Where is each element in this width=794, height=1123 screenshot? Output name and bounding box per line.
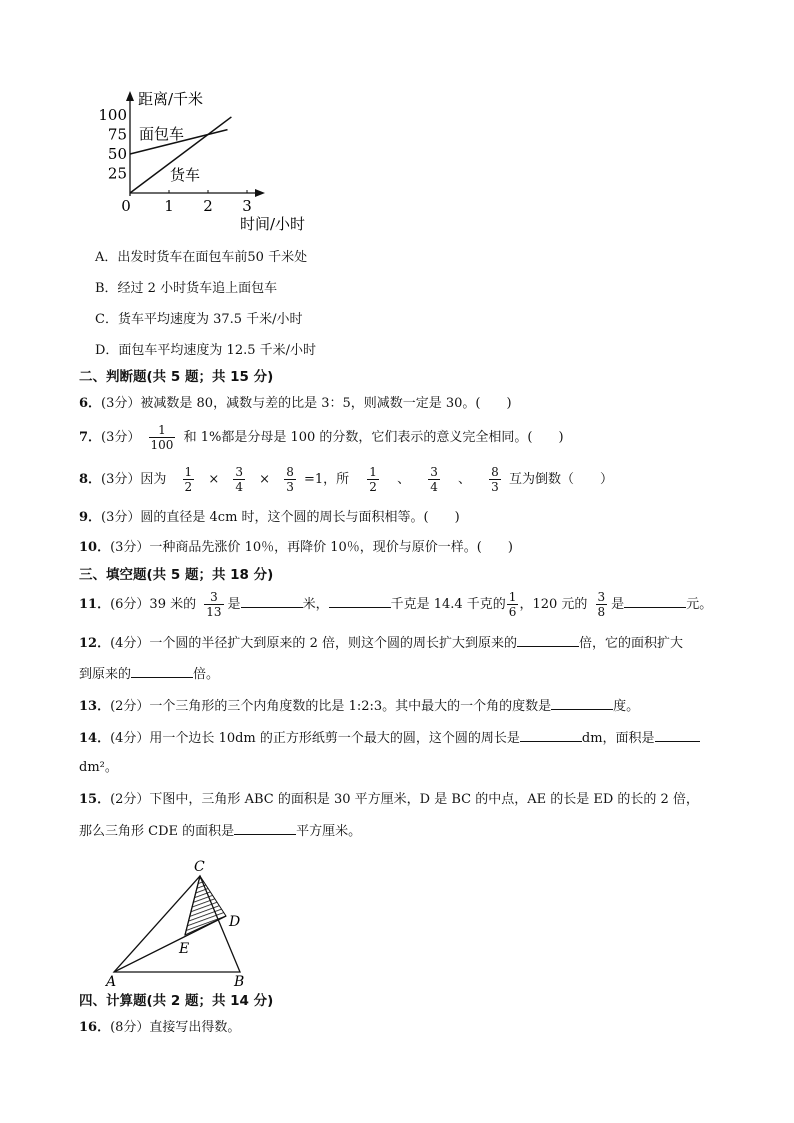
q8-f5-num: 3 xyxy=(430,465,438,479)
section-fill-in: 三、填空题(共 5 题；共 18 分) xyxy=(79,567,274,583)
q11-fraction-1 xyxy=(204,590,223,619)
question-15 xyxy=(79,792,699,808)
question-14 xyxy=(79,729,700,747)
segment-ad xyxy=(114,916,226,972)
triangle-abc xyxy=(114,876,240,972)
q8-fraction-3 xyxy=(284,465,296,494)
q14-blank-1[interactable] xyxy=(520,729,582,742)
label-b: B xyxy=(234,974,245,990)
q8-f4-den: 2 xyxy=(369,480,377,494)
q11-blank-2[interactable] xyxy=(329,595,391,608)
q8-post: 互为倒数（ ） xyxy=(508,472,613,487)
q8-sep-2: 、 xyxy=(458,472,472,487)
q11-p7: 元。 xyxy=(686,597,713,612)
x-tick-label: 3 xyxy=(242,197,252,215)
q11-p1: (6分）39 米的 xyxy=(110,597,197,612)
question-15-line2 xyxy=(79,822,361,840)
q8-f4-num: 1 xyxy=(369,465,377,479)
q8-f1-num: 1 xyxy=(184,465,193,479)
option-c: C．货车平均速度为 37.5 千米/小时 xyxy=(95,312,303,327)
y-tick-label: 100 xyxy=(98,106,127,124)
q11-fraction-3 xyxy=(596,590,608,619)
q7-fraction-den: 100 xyxy=(150,438,174,452)
q8-f6-num: 8 xyxy=(491,465,499,479)
x-tick-label: 0 xyxy=(121,197,131,215)
q7-pre: (3分） xyxy=(101,430,141,445)
question-13 xyxy=(79,697,639,715)
q8-f3-den: 3 xyxy=(286,480,294,494)
question-12 xyxy=(79,634,683,652)
q8-f3-num: 8 xyxy=(286,465,294,479)
q11-f3-num: 3 xyxy=(597,590,606,604)
bus-label: 面包车 xyxy=(139,125,185,143)
x-axis-arrow xyxy=(255,189,265,197)
q8-fraction-2 xyxy=(233,465,245,494)
question-14-line2 xyxy=(79,760,118,776)
y-tick-label: 25 xyxy=(107,164,127,183)
q8-f5-den: 4 xyxy=(430,480,438,494)
distance-time-chart xyxy=(90,86,340,236)
x-tick-label: 2 xyxy=(203,197,213,215)
q15-line2b: 平方厘米。 xyxy=(296,824,362,839)
label-a: A xyxy=(106,974,117,990)
q9-number: 9． xyxy=(79,510,102,525)
question-7 xyxy=(79,423,564,453)
q10-text: (3分）一种商品先涨价 10％，再降价 10％，现价与原价一样。( ) xyxy=(110,540,513,555)
question-16 xyxy=(79,1020,240,1036)
q10-number: 10． xyxy=(79,540,111,555)
chart-ylabel: 距离/千米 xyxy=(138,90,204,108)
q8-fraction-6 xyxy=(489,465,501,494)
q12-blank-2[interactable] xyxy=(131,665,193,678)
q14-line2: dm²。 xyxy=(79,760,118,775)
q9-text: (3分）圆的直径是 4cm 时，这个圆的周长与面积相等。( ) xyxy=(101,510,460,525)
label-c: C xyxy=(194,859,205,875)
option-d: D．面包车平均速度为 12.5 千米/小时 xyxy=(95,343,317,358)
q14-number: 14． xyxy=(79,731,111,746)
q8-f6-den: 3 xyxy=(491,480,499,494)
q11-p4: 千克是 14.4 千克的 xyxy=(390,597,506,612)
q6-text: (3分）被减数是 80，减数与差的比是 3：5，则减数一定是 30。( ) xyxy=(101,396,512,411)
section-judgement: 二、判断题(共 5 题；共 15 分) xyxy=(79,369,274,385)
q15-blank[interactable] xyxy=(234,822,296,835)
q8-sep-1: 、 xyxy=(397,472,411,487)
q8-pre: (3分）因为 xyxy=(101,472,167,487)
q8-fraction-1 xyxy=(183,465,195,494)
q12-line1a: (4分）一个圆的半径扩大到原来的 2 倍，则这个圆的周长扩大到原来的 xyxy=(110,636,517,651)
q8-fraction-4 xyxy=(367,465,379,494)
q14-b: dm，面积是 xyxy=(581,731,655,746)
q11-f3-den: 8 xyxy=(597,605,606,619)
q13-a: (2分）一个三角形的三个内角度数的比是 1:2:3。其中最大的一个角的度数是 xyxy=(110,699,552,714)
q12-number: 12． xyxy=(79,636,111,651)
q11-number: 11． xyxy=(79,597,111,612)
q12-line1b: 倍，它的面积扩大 xyxy=(578,636,683,651)
q11-p5: ，120 元的 xyxy=(519,597,588,612)
q12-blank-1[interactable] xyxy=(517,634,579,647)
q8-f2-num: 3 xyxy=(235,465,243,479)
q6-number: 6． xyxy=(79,396,102,411)
y-axis-arrow xyxy=(126,91,134,101)
q13-number: 13． xyxy=(79,699,111,714)
q11-f1-num: 3 xyxy=(204,590,223,605)
q11-f2-num: 1 xyxy=(508,590,517,604)
truck-label: 货车 xyxy=(170,166,201,184)
q14-blank-2[interactable] xyxy=(655,729,700,742)
option-a: A．出发时货车在面包车前50 千米处 xyxy=(95,250,308,265)
option-b: B．经过 2 小时货车追上面包车 xyxy=(95,281,278,296)
q8-times-1: × xyxy=(208,472,220,487)
question-8 xyxy=(79,465,613,495)
q8-mid: =1，所 xyxy=(303,472,350,487)
y-tick-label: 50 xyxy=(107,145,127,163)
q7-number: 7． xyxy=(79,430,102,445)
q11-blank-3[interactable] xyxy=(624,595,686,608)
q7-fraction xyxy=(149,423,176,452)
chart-xlabel: 时间/小时 xyxy=(240,215,306,233)
q8-fraction-5 xyxy=(428,465,440,494)
q12-line2b: 倍。 xyxy=(193,667,220,682)
label-d: D xyxy=(229,914,241,930)
q13-b: 度。 xyxy=(613,699,640,714)
q8-f2-den: 4 xyxy=(235,480,243,494)
q11-fraction-2 xyxy=(507,590,519,619)
question-6 xyxy=(79,396,512,412)
q11-f1-den: 13 xyxy=(206,605,222,619)
q13-blank[interactable] xyxy=(551,697,613,710)
q11-p3: 米， xyxy=(302,597,329,612)
question-12-line2 xyxy=(79,665,219,683)
q8-times-2: × xyxy=(259,472,271,487)
section-calculation: 四、计算题(共 2 题；共 14 分) xyxy=(79,993,274,1009)
q7-post: 和 1%都是分母是 100 的分数，它们表示的意义完全相同。( ) xyxy=(183,430,564,445)
question-9 xyxy=(79,510,460,526)
q15-number: 15． xyxy=(79,792,111,807)
q12-line2a: 到原来的 xyxy=(79,667,132,682)
question-10 xyxy=(79,540,513,556)
q8-number: 8． xyxy=(79,472,102,487)
y-tick-label: 75 xyxy=(107,125,127,144)
question-11 xyxy=(79,590,712,620)
x-tick-label: 1 xyxy=(164,197,174,215)
q11-p2: 是 xyxy=(227,597,241,612)
label-e: E xyxy=(179,941,190,957)
q16-number: 16． xyxy=(79,1020,111,1035)
triangle-figure xyxy=(100,855,260,990)
q15-line2a: 那么三角形 CDE 的面积是 xyxy=(79,824,235,839)
q11-p6: 是 xyxy=(611,597,625,612)
q14-a: (4分）用一个边长 10dm 的正方形纸剪一个最大的圆，这个圆的周长是 xyxy=(110,731,520,746)
q15-line1: (2分）下图中，三角形 ABC 的面积是 30 平方厘米，D 是 BC 的中点，AE 的长是 ED 的长的 2 倍， xyxy=(110,792,699,807)
q11-blank-1[interactable] xyxy=(241,595,303,608)
q11-f2-den: 6 xyxy=(508,605,517,619)
q7-fraction-num: 1 xyxy=(149,423,176,438)
q16-text: (8分）直接写出得数。 xyxy=(110,1020,241,1035)
q8-f1-den: 2 xyxy=(184,480,193,494)
